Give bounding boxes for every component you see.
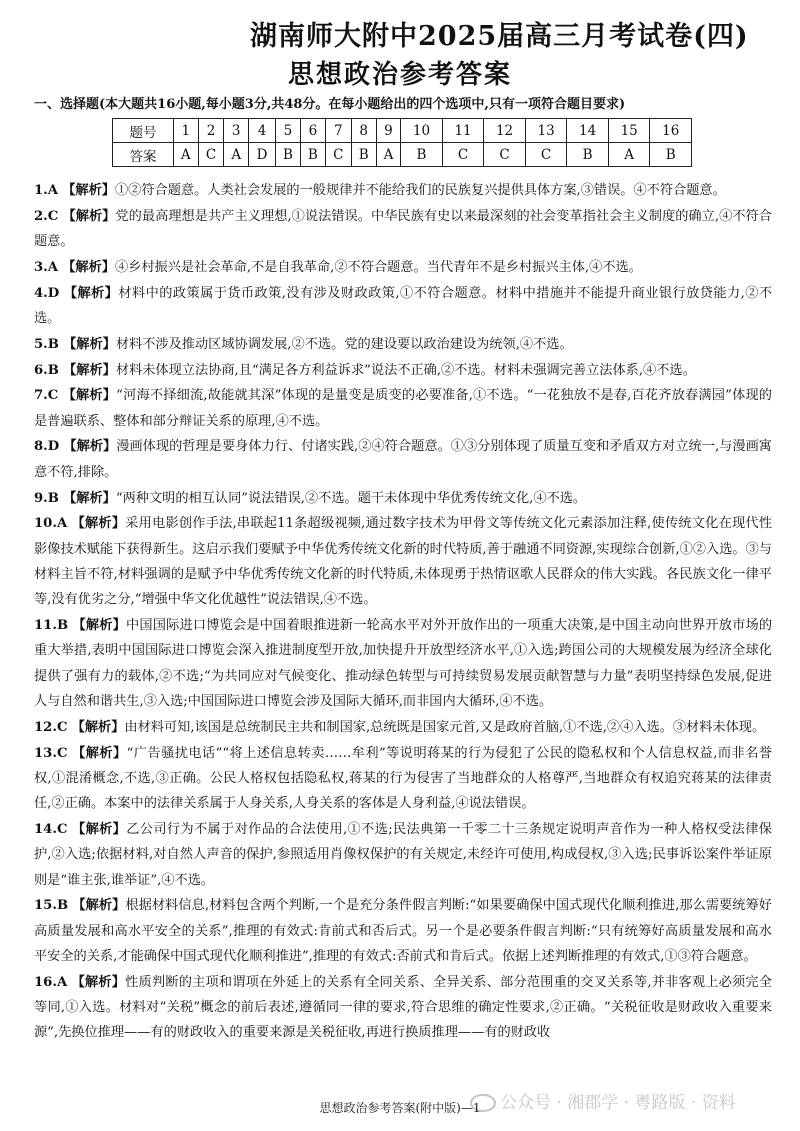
analysis-tag: 【解析】: [62, 388, 117, 404]
question-label: 2.C: [34, 208, 59, 224]
explanation-item: [34, 358, 772, 383]
question-number: 10: [401, 119, 443, 143]
answer-letter: B: [275, 143, 300, 167]
explanation-text: “广告骚扰电话”“将上述信息转卖……牟利”等说明蒋某的行为侵犯了公民的隐私权和个人信息权益,而非名誉权,①混淆概念,不选,③正确。公民人格权包括隐私权,蒋某的行为侵害了当地群众的人格尊严,当地群众有权追究蒋某的法律责任,②正确。本案中的法律关系属于人身关系,人身关系的客体是人身利益,④说法错误。: [34, 745, 773, 812]
explanation-list: [34, 178, 772, 1046]
question-label: 13.C: [34, 745, 68, 761]
question-number: 13: [525, 119, 567, 143]
answer-letter: A: [174, 143, 199, 167]
analysis-tag: 【解析】: [63, 362, 116, 378]
explanation-text: ④乡村振兴是社会革命,不是自我革命,②不符合题意。当代青年不是乡村振兴主体,④不选。: [114, 259, 642, 275]
analysis-tag: 【解析】: [72, 821, 127, 837]
explanation-item: [34, 332, 772, 357]
answer-letter: B: [401, 143, 443, 167]
answer-subtitle: 思想政治参考答案: [287, 60, 512, 90]
question-label: 14.C: [34, 821, 68, 837]
explanation-item: [34, 178, 772, 203]
explanation-item: [34, 511, 772, 612]
explanation-item: [34, 970, 772, 1046]
question-number: 12: [484, 119, 526, 143]
page-footer: 思想政治参考答案(附中版)—1: [319, 1101, 481, 1115]
answer-letter: C: [198, 143, 224, 167]
explanation-text: 漫画体现的哲理是要身体力行、付诸实践,②④符合题意。①③分别体现了质量互变和矛盾双方对立统一,与漫画寓意不符,排除。: [34, 439, 772, 480]
explanation-text: “两种文明的相互认同”说法错误,②不选。题干未体现中华优秀传统文化,④不选。: [115, 490, 587, 506]
answer-letter: B: [351, 143, 376, 167]
explanation-item: [34, 486, 772, 511]
answer-letter: B: [650, 143, 692, 167]
question-label: 11.B: [34, 618, 69, 634]
analysis-tag: 【解析】: [72, 898, 126, 914]
question-number: 7: [325, 119, 351, 143]
question-number: 14: [567, 119, 609, 143]
explanation-text: 性质判断的主项和谓项在外延上的关系有全同关系、全异关系、部分范围重的交叉关系等,并非客观上必须完全等同,①入选。材料对“关税”概念的前后表述,遵循同一律的要求,符合思维的确定性要求,②正确。“关税征收是财政收入重要来源”,先换位推理——有的财政收入的重要来源是关税征收,再进行换质推理——有的财政收: [34, 974, 773, 1041]
answer-letter: C: [325, 143, 351, 167]
question-label: 12.C: [34, 719, 68, 735]
question-number: 16: [650, 119, 692, 143]
answer-letter: A: [224, 143, 249, 167]
question-label: 10.A: [34, 516, 68, 532]
row-label-answer: 答案: [113, 143, 174, 167]
analysis-tag: 【解析】: [71, 974, 126, 990]
explanation-text: 由材料可知,该国是总统制民主共和制国家,总统既是国家元首,又是政府首脑,①不选,②④入选。③材料未体现。: [124, 719, 766, 735]
question-number: 1: [174, 119, 199, 143]
question-label: 7.C: [34, 388, 59, 404]
answer-letter: D: [248, 143, 275, 167]
analysis-tag: 【解析】: [62, 183, 115, 198]
explanation-text: “河海不择细流,故能就其深”体现的是量变是质变的必要准备,①不选。“一花独放不是春,百花齐放春满园”体现的是普遍联系、整体和部分辩证关系的原理,④不选。: [34, 388, 772, 429]
question-label: 16.A: [34, 974, 68, 990]
question-label: 6.B: [34, 362, 59, 378]
question-label: 9.B: [34, 490, 59, 506]
explanation-item: [34, 255, 772, 280]
answer-letter: C: [484, 143, 526, 167]
analysis-tag: 【解析】: [71, 516, 126, 532]
analysis-tag: 【解析】: [63, 336, 116, 352]
analysis-tag: 【解析】: [71, 719, 125, 735]
answer-row: [113, 143, 692, 167]
explanation-text: 采用电影创作手法,串联起11条超级视频,通过数字技术为甲骨文等传统文化元素添加注释,使传统文化在现代性影像技术赋能下获得新生。这启示我们要赋予中华优秀传统文化新的时代特质,善于融通不同资源,实现综合创新,①②入选。③与材料主旨不符,材料强调的是赋予中华优秀传统文化新的时代特质,未体现勇于热情讴歌人民群众的伟大实践。各民族文化一律平等,没有优劣之分,“增强中华文化优越性”说法错误,④不选。: [34, 516, 773, 608]
explanation-item: [34, 817, 772, 893]
explanation-text: 材料中的政策属于货币政策,没有涉及财政政策,①不符合题意。材料中措施并不能提升商业银行放贷能力,②不选。: [34, 285, 773, 326]
answer-letter: C: [442, 143, 484, 167]
analysis-tag: 【解析】: [63, 285, 119, 301]
analysis-tag: 【解析】: [72, 745, 127, 761]
section-heading: 一、选择题(本大题共16小题,每小题3分,共48分。在每小题给出的四个选项中,只有一项符合题目要求): [34, 97, 626, 112]
explanation-item: [34, 715, 772, 740]
explanation-item: [34, 281, 772, 332]
answer-letter: A: [376, 143, 401, 167]
question-number: 9: [376, 119, 401, 143]
analysis-tag: 【解析】: [62, 259, 115, 275]
explanation-text: 中国国际进口博览会是中国着眼推进新一轮高水平对外开放作出的一项重大决策,是中国主动向世界开放市场的重大举措,表明中国国际进口博览会深入推进制度型开放,加快提升开放型经济水平,①入选;跨国公司的大规模发展为经济全球化提供了强有力的载体,②不选;“为共同应对气候变化、推动绿色转型与可持续贸易发展贡献智慧与力量”表明坚持绿色发展,促进人与自然和谐共生,③入选;中国国际进口博览会涉及国际大循环,而非国内大循环,④不选。: [34, 618, 773, 709]
analysis-tag: 【解析】: [63, 490, 116, 506]
explanation-item: [34, 613, 772, 714]
question-number: 3: [224, 119, 249, 143]
question-label: 1.A: [34, 183, 58, 198]
question-number: 11: [442, 119, 484, 143]
explanation-item: [34, 434, 772, 485]
answer-letter: A: [608, 143, 650, 167]
answer-letter: C: [525, 143, 567, 167]
question-number: 8: [351, 119, 376, 143]
row-label-number: 题号: [113, 119, 174, 143]
question-number-row: [113, 119, 692, 143]
answer-letter: B: [300, 143, 325, 167]
answer-table: [112, 118, 692, 167]
explanation-text: 材料不涉及推动区域协调发展,②不选。党的建设要以政治建设为统领,④不选。: [115, 336, 573, 352]
question-label: 4.D: [34, 285, 60, 301]
exam-title: 湖南师大附中2025届高三月考试卷(四): [250, 21, 749, 52]
explanation-item: [34, 893, 772, 969]
watermark-text: 公众号 · 湘郡学 · 粤路版 · 资料: [500, 1093, 736, 1113]
analysis-tag: 【解析】: [63, 439, 117, 455]
question-number: 2: [198, 119, 224, 143]
question-number: 15: [608, 119, 650, 143]
explanation-item: [34, 204, 772, 255]
explanation-text: 根据材料信息,材料包含两个判断,一个是充分条件假言判断:“如果要确保中国式现代化顺利推进,那么需要统筹好高质量发展和高水平安全的关系”,推理的有效式:肯前式和否后式。另一个是必要条件假言判断:“只有统筹好高质量发展和高水平安全的关系,才能确保中国式现代化顺利推进”,推理的有效式:否前式和肯后式。依据上述判断推理的有效式,①③符合题意。: [34, 898, 772, 964]
explanation-text: 党的最高理想是共产主义理想,①说法错误。中华民族有史以来最深刻的社会变革指社会主义制度的确立,④不符合题意。: [34, 208, 772, 250]
question-label: 8.D: [34, 439, 60, 455]
question-label: 3.A: [34, 259, 58, 275]
question-number: 5: [275, 119, 300, 143]
explanation-text: 乙公司行为不属于对作品的合法使用,①不选;民法典第一千零二十三条规定说明声音作为一种人格权受法律保护,②入选;依据材料,对自然人声音的保护,参照适用肖像权保护的有关规定,未经许可使用,构成侵权,③入选;民事诉讼案件举证原则是“谁主张,谁举证”,④不选。: [34, 821, 772, 888]
question-number: 6: [300, 119, 325, 143]
analysis-tag: 【解析】: [62, 208, 116, 224]
explanation-text: 材料未体现立法协商,且“满足各方利益诉求”说法不正确,②不选。材料未强调完善立法体系,④不选。: [115, 362, 696, 378]
explanation-text: ①②符合题意。人类社会发展的一般规律并不能给我们的民族复兴提供具体方案,③错误。④不符合题意。: [114, 183, 726, 198]
question-label: 5.B: [34, 336, 59, 352]
explanation-item: [34, 741, 772, 817]
answer-letter: B: [567, 143, 609, 167]
analysis-tag: 【解析】: [72, 618, 126, 634]
explanation-item: [34, 383, 772, 434]
question-number: 4: [248, 119, 275, 143]
question-label: 15.B: [34, 898, 69, 914]
